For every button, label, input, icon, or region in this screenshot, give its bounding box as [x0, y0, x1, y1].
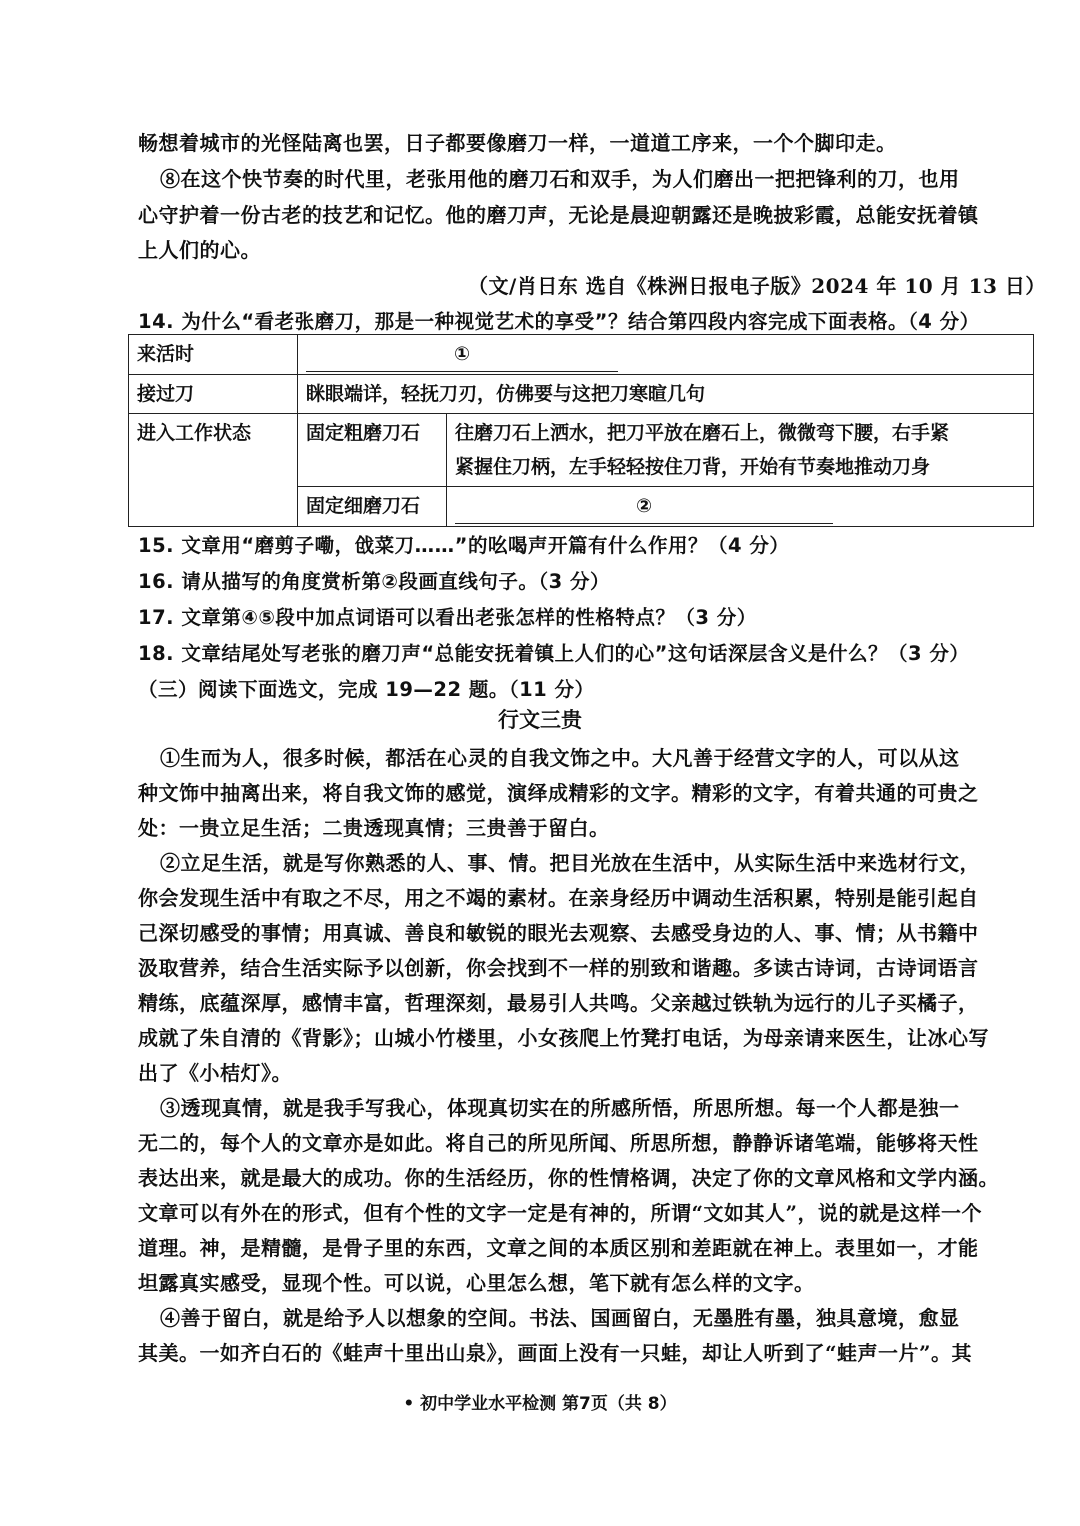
passage-line: 坦露真实感受，显现个性。可以说，心里怎么想，笔下就有怎么样的文字。	[138, 1271, 815, 1295]
passage-line: 文章可以有外在的形式，但有个性的文字一定是有神的，所谓“文如其人”，说的就是这样一个	[138, 1201, 983, 1225]
passage-line: 表达出来，就是最大的成功。你的生活经历，你的性情格调，决定了你的文章风格和文学内涵。	[138, 1166, 999, 1190]
blank-2[interactable]: ②	[455, 489, 833, 524]
passage-line: 成就了朱自清的《背影》；山城小竹楼里，小女孩爬上竹凳打电话，为母亲请来医生，让冰心写	[138, 1026, 989, 1050]
blank-1[interactable]: ①	[306, 337, 618, 372]
section-3-heading: （三）阅读下面选文，完成 19—22 题。（11 分）	[138, 678, 595, 701]
question-15: 15. 文章用“磨剪子嘞，戗菜刀……”的吆喝声开篇有什么作用？（4 分）	[138, 534, 790, 557]
table-blank-cell[interactable]	[298, 335, 1034, 375]
passage-title: 行文三贵	[498, 708, 582, 732]
question-14: 14. 为什么“看老张磨刀，那是一种视觉艺术的享受”？结合第四段内容完成下面表格。（4 分）	[138, 310, 980, 333]
passage-line: 道理。神，是精髓，是骨子里的东西，文章之间的本质区别和差距就在神上。表里如一，才能	[138, 1236, 979, 1260]
article-line: ⑧在这个快节奏的时代里，老张用他的磨刀石和双手，为人们磨出一把把锋利的刀，也用	[160, 167, 960, 191]
passage-line: 出了《小桔灯》。	[138, 1061, 292, 1085]
table-cell: 往磨刀石上洒水，把刀平放在磨石上，微微弯下腰，右手紧 紧握住刀柄，左手轻轻按住刀背，开始有节奏地推动刀身	[447, 414, 1034, 487]
table-row-label: 进入工作状态	[129, 414, 298, 527]
table-sub-label: 固定粗磨刀石	[298, 414, 447, 487]
page-footer: • 初中学业水平检测 第7页（共 8）	[403, 1394, 677, 1414]
passage-line: 己深切感受的事情；用真诚、善良和敏锐的眼光去观察、去感受身边的人、事、情；从书籍中	[138, 921, 979, 945]
passage-line: 精练，底蕴深厚，感情丰富，哲理深刻，最易引人共鸣。父亲越过铁轨为远行的儿子买橘子，	[138, 991, 979, 1015]
article-line: 上人们的心。	[138, 238, 261, 262]
passage-line: 处：一贵立足生活；二贵透现真情；三贵善于留白。	[138, 816, 610, 840]
question-18: 18. 文章结尾处写老张的磨刀声“总能安抚着镇上人们的心”这句话深层含义是什么？（3 分）	[138, 642, 970, 665]
question-17: 17. 文章第④⑤段中加点词语可以看出老张怎样的性格特点？（3 分）	[138, 606, 757, 629]
passage-line: ①生而为人，很多时候，都活在心灵的自我文饰之中。大凡善于经营文字的人，可以从这	[160, 746, 960, 770]
question-16: 16. 请从描写的角度赏析第②段画直线句子。（3 分）	[138, 570, 610, 593]
passage-line: 汲取营养，结合生活实际予以创新，你会找到不一样的别致和谐趣。多读古诗词，古诗词语言	[138, 956, 979, 980]
passage-line: 你会发现生活中有取之不尽，用之不竭的素材。在亲身经历中调动生活积累，特别是能引起自	[138, 886, 979, 910]
article-source: （文/肖日东 选自《株洲日报电子版》2024 年 10 月 13 日）	[468, 274, 1046, 298]
table-row-label: 接过刀	[129, 375, 298, 414]
article-line: 畅想着城市的光怪陆离也罢，日子都要像磨刀一样，一道道工序来，一个个脚印走。	[138, 131, 897, 155]
table-row-label: 来活时	[129, 335, 298, 375]
article-line: 心守护着一份古老的技艺和记忆。他的磨刀声，无论是晨迎朝露还是晚披彩霞，总能安抚着镇	[138, 203, 979, 227]
passage-line: ④善于留白，就是给予人以想象的空间。书法、国画留白，无墨胜有墨，独具意境，愈显	[160, 1306, 960, 1330]
table-cell: 眯眼端详，轻抚刀刃，仿佛要与这把刀寒暄几句	[298, 375, 1034, 414]
passage-line: ③透现真情，就是我手写我心，体现真切实在的所感所悟，所思所想。每一个人都是独一	[160, 1096, 960, 1120]
table-sub-label: 固定细磨刀石	[298, 487, 447, 527]
answer-table	[128, 334, 1034, 527]
table-blank-cell[interactable]	[447, 487, 1034, 527]
passage-line: 种文饰中抽离出来，将自我文饰的感觉，演绎成精彩的文字。精彩的文字，有着共通的可贵之	[138, 781, 979, 805]
passage-line: 其美。一如齐白石的《蛙声十里出山泉》，画面上没有一只蛙，却让人听到了“蛙声一片”。其	[138, 1341, 973, 1365]
passage-line: 无二的，每个人的文章亦是如此。将自己的所见所闻、所思所想，静静诉诸笔端，能够将天性	[138, 1131, 979, 1155]
passage-line: ②立足生活，就是写你熟悉的人、事、情。把目光放在生活中，从实际生活中来选材行文，	[160, 851, 980, 875]
